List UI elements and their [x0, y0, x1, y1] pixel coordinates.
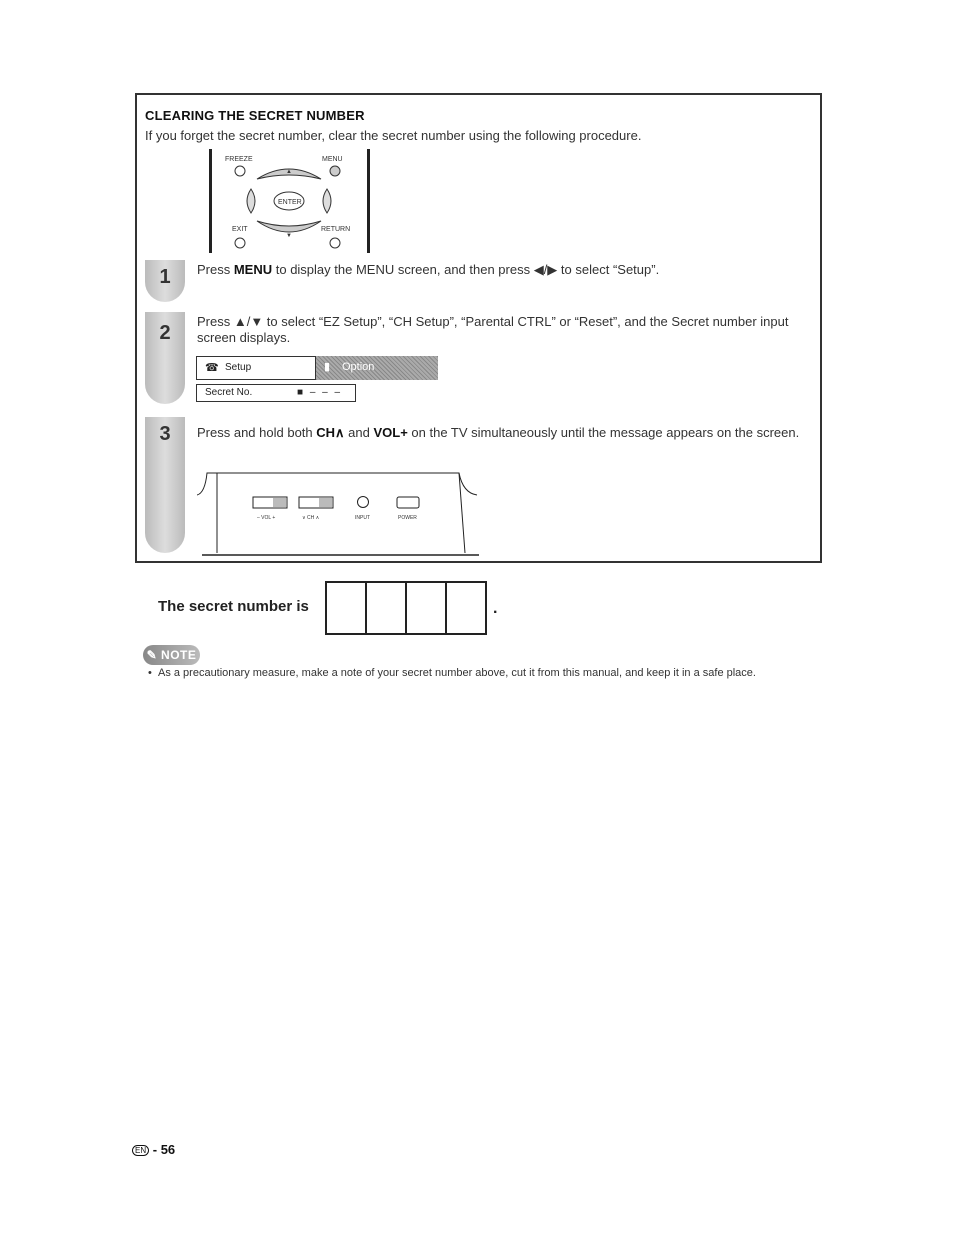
option-label: Option — [342, 361, 375, 373]
return-label: RETURN — [321, 226, 351, 233]
language-badge: EN — [132, 1145, 149, 1156]
input-button — [358, 497, 369, 508]
ch-label: ∨ CH ∧ — [302, 515, 320, 521]
step-text-bold: VOL+ — [373, 425, 408, 440]
section-title: CLEARING THE SECRET NUMBER — [145, 108, 365, 123]
menu-label: MENU — [322, 156, 343, 163]
right-arrow-key — [323, 189, 331, 213]
secret-number-boxes — [325, 581, 487, 635]
step-text-part: Press and hold both — [197, 425, 317, 440]
step-badge-2 — [145, 312, 185, 404]
instruction-box — [135, 93, 822, 563]
power-label: POWER — [398, 515, 417, 521]
power-button — [397, 497, 419, 508]
left-arrow-key — [247, 189, 255, 213]
step-badge-1 — [145, 260, 185, 302]
secret-number-label: The secret number is — [158, 598, 309, 615]
freeze-button — [235, 166, 245, 176]
step-number: 1 — [159, 266, 171, 288]
secret-digit-box — [407, 583, 447, 633]
step-number: 2 — [159, 322, 171, 344]
step-text-1 — [197, 262, 807, 278]
page-footer: EN - 56 — [132, 1142, 175, 1157]
step-text-part: on the TV simultaneously until the message appears on the screen. — [407, 425, 800, 440]
down-arrow-key — [257, 221, 321, 232]
secret-input-screen — [196, 356, 438, 408]
option-tab — [316, 356, 438, 380]
step-text-bold: CH∧ — [316, 425, 345, 440]
secret-no-label: Secret No. — [205, 387, 253, 398]
svg-text:▲: ▲ — [286, 169, 292, 175]
secret-digit-box — [367, 583, 407, 633]
step-text-part: and — [344, 425, 374, 440]
dashes-text: – – – — [309, 387, 343, 398]
option-icon: ▮ — [324, 361, 331, 373]
note-text — [148, 667, 756, 679]
vol-label: – VOL + — [257, 515, 276, 521]
note-badge-label: NOTE — [161, 648, 197, 662]
enter-label: ENTER — [278, 199, 302, 206]
note-badge — [143, 645, 200, 665]
secret-no-row — [196, 384, 356, 402]
exit-button — [235, 238, 245, 248]
menu-button — [330, 166, 340, 176]
setup-icon: ☎ — [205, 362, 219, 374]
bullet-icon: • — [148, 667, 152, 679]
step-text-part: Press — [197, 262, 234, 277]
pencil-icon: ✎ — [146, 648, 158, 662]
step-number: 3 — [159, 423, 171, 445]
section-intro: If you forget the secret number, clear the secret number using the following procedure. — [145, 128, 642, 143]
step-text-2: Press ▲/▼ to select “EZ Setup”, “CH Setup”, “Parental CTRL” or “Reset”, and the Secret number input screen displays. — [197, 314, 789, 345]
exit-label: EXIT — [232, 226, 248, 233]
secret-digit-box — [327, 583, 367, 633]
remote-control-diagram — [207, 149, 372, 253]
return-button — [330, 238, 340, 248]
tv-side-panel-diagram — [197, 465, 487, 561]
svg-text:▼: ▼ — [286, 233, 292, 239]
input-label: INPUT — [355, 515, 370, 521]
step-text-3 — [197, 425, 807, 441]
note-text-body: As a precautionary measure, make a note of your secret number above, cut it from this manual, and keep it in a safe place. — [157, 667, 756, 679]
setup-label: Setup — [225, 362, 252, 373]
step-badge-3 — [145, 417, 185, 553]
step-text-bold: MENU — [233, 262, 273, 277]
page-number: 56 — [160, 1142, 176, 1157]
secret-number-period: . — [493, 600, 498, 617]
setup-tab — [196, 356, 316, 380]
cursor-block-icon: ■ — [297, 387, 306, 398]
freeze-label: FREEZE — [225, 156, 253, 163]
secret-dashes — [297, 387, 342, 398]
step-text-part: to display the MENU screen, and then press ◀/▶ to select “Setup”. — [272, 262, 660, 277]
secret-digit-box — [447, 583, 485, 633]
